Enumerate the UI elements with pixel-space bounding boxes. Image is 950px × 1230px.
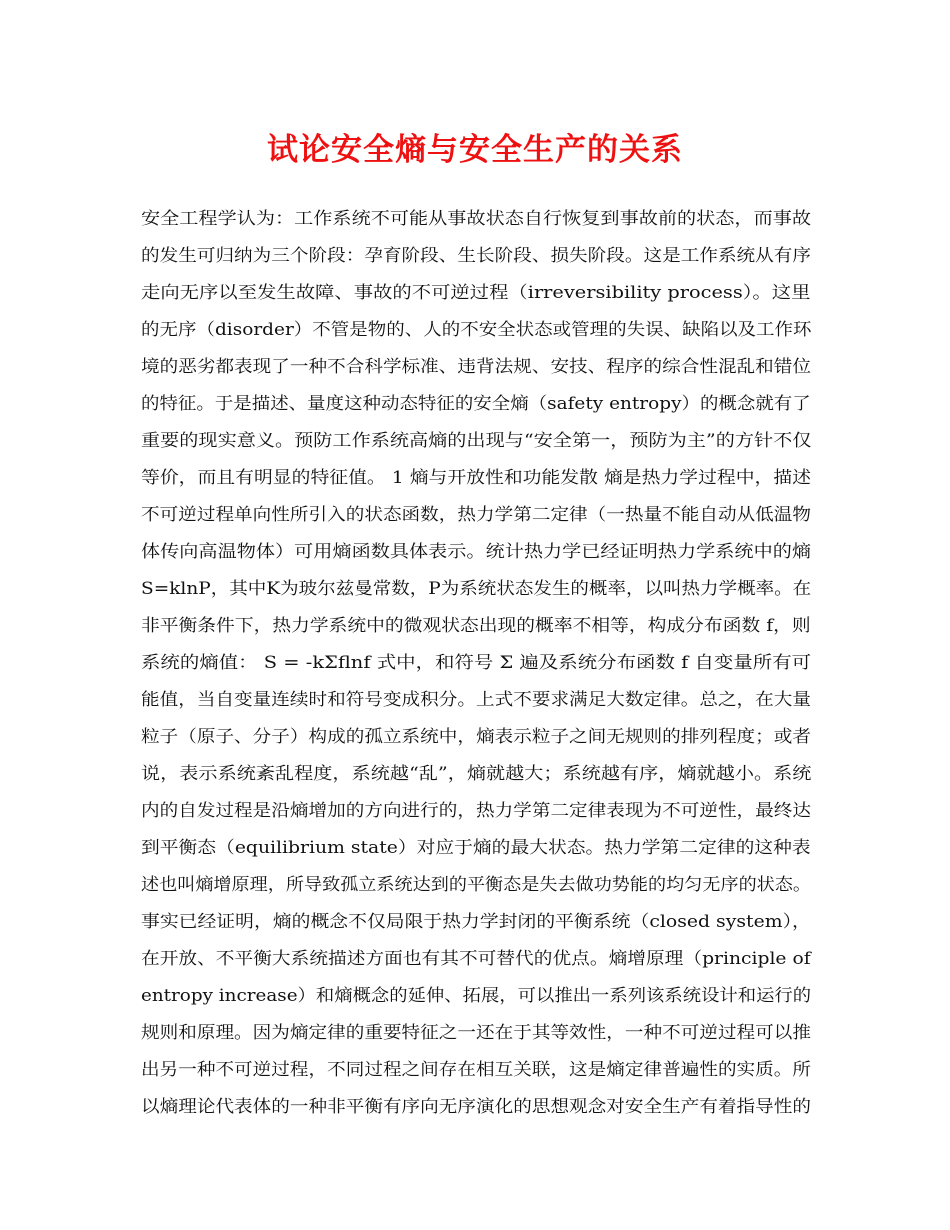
body-line: 系统的熵值： S = -kΣflnf 式中，和符号 Σ 遍及系统分布函数 f 自变量所有可 xyxy=(141,653,812,673)
page-title: 试论安全熵与安全生产的关系 xyxy=(267,132,683,168)
body-line: 重要的现实意义。预防工作系统高熵的出现与“安全第一，预防为主”的方针不仅 xyxy=(141,431,812,451)
body-line: entropy increase）和熵概念的延伸、拓展，可以推出一系列该系统设计和运行的 xyxy=(141,986,812,1006)
body-line: 安全工程学认为：工作系统不可能从事故状态自行恢复到事故前的状态，而事故 xyxy=(141,209,812,229)
body-line: 境的恶劣都表现了一种不合科学标准、违背法规、安技、程序的综合性混乱和错位 xyxy=(141,357,811,377)
body-line: 体传向高温物体）可用熵函数具体表示。统计热力学已经证明热力学系统中的熵 xyxy=(141,542,812,562)
body-line: 粒子（原子、分子）构成的孤立系统中，熵表示粒子之间无规则的排列程度；或者 xyxy=(141,727,811,747)
body-line: 等价，而且有明显的特征值。 1 熵与开放性和功能发散 熵是热力学过程中，描述 xyxy=(141,468,812,488)
body-line: 内的自发过程是沿熵增加的方向进行的，热力学第二定律表现为不可逆性，最终达 xyxy=(141,801,811,821)
body-line: 以熵理论代表体的一种非平衡有序向无序演化的思想观念对安全生产有着指导性的 xyxy=(141,1097,811,1117)
body-line: 的特征。于是描述、量度这种动态特征的安全熵（safety entropy）的概念就有了 xyxy=(141,394,811,414)
body-line: S=klnP，其中K为玻尔兹曼常数，P为系统状态发生的概率，以叫热力学概率。在 xyxy=(141,579,812,599)
body-line: 的无序（disorder）不管是物的、人的不安全状态或管理的失误、缺陷以及工作环 xyxy=(141,320,812,340)
body-line: 事实已经证明，熵的概念不仅局限于热力学封闭的平衡系统（closed system）， xyxy=(141,912,811,932)
body-line: 能值，当自变量连续时和符号变成积分。上式不要求满足大数定律。总之，在大量 xyxy=(141,690,811,710)
body-line: 到平衡态（equilibrium state）对应于熵的最大状态。热力学第二定律的这种表 xyxy=(141,838,811,858)
body-line: 走向无序以至发生故障、事故的不可逆过程（irreversibility process）。这里 xyxy=(141,283,811,303)
body-line: 非平衡条件下，热力学系统中的微观状态出现的概率不相等，构成分布函数 f，则 xyxy=(141,616,811,636)
body-line: 规则和原理。因为熵定律的重要特征之一还在于其等效性，一种不可逆过程可以推 xyxy=(141,1023,811,1043)
body-line: 不可逆过程单向性所引入的状态函数，热力学第二定律（一热量不能自动从低温物 xyxy=(141,505,811,525)
body-line: 在开放、不平衡大系统描述方面也有其不可替代的优点。熵增原理（principle of xyxy=(141,949,811,969)
body-line: 说，表示系统紊乱程度，系统越“乱”，熵就越大；系统越有序，熵就越小。系统 xyxy=(141,764,812,784)
body-line: 出另一种不可逆过程，不同过程之间存在相互关联，这是熵定律普遍性的实质。所 xyxy=(141,1060,811,1080)
body-line: 述也叫熵增原理，所导致孤立系统达到的平衡态是失去做功势能的均匀无序的状态。 xyxy=(141,875,811,895)
body-line: 的发生可归纳为三个阶段：孕育阶段、生长阶段、损失阶段。这是工作系统从有序 xyxy=(141,246,811,266)
